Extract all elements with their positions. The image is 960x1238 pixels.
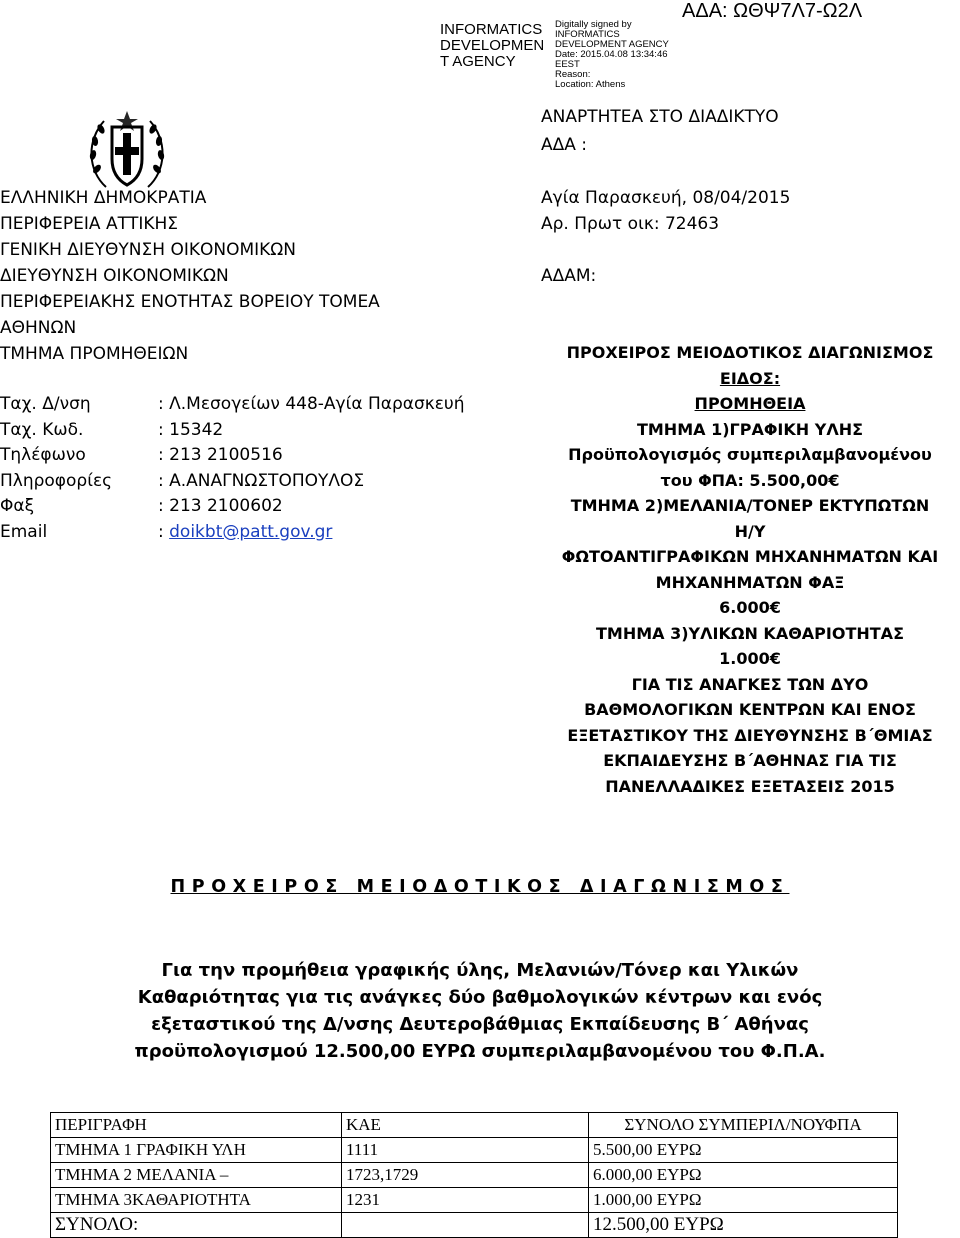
contact-row bbox=[0, 520, 333, 546]
signature-details bbox=[555, 20, 669, 90]
adam-label: ΑΔΑΜ: bbox=[541, 266, 597, 286]
table-header-cell: ΣΥΝΟΛΟ ΣΥΜΠΕΡΙΛ/ΝΟΥΦΠΑ bbox=[589, 1113, 898, 1138]
signature-detail-line: Location: Athens bbox=[555, 79, 626, 90]
intro-line: Για την προμήθεια γραφικής ύλης, Μελανιών/Τόνερ και Υλικών bbox=[161, 960, 799, 981]
signer-line: T AGENCY bbox=[440, 53, 516, 70]
table-cell: ΤΜΗΜΑ 1 ΓΡΑΦΙΚΗ ΥΛΗ bbox=[51, 1138, 342, 1163]
post-notice-line: ΑΝΑΡΤΗΤΕΑ ΣΤΟ ΔΙΑΔΙΚΤΥΟ bbox=[541, 107, 779, 127]
intro-line: προϋπολογισμού 12.500,00 ΕΥΡΩ συμπεριλαμβανομένου του Φ.Π.Α. bbox=[134, 1041, 826, 1062]
contact-value: : 213 2100602 bbox=[158, 496, 283, 516]
table-header-row bbox=[51, 1113, 898, 1138]
signer-line: DEVELOPMEN bbox=[440, 37, 545, 54]
signature-detail-line: Reason: bbox=[555, 69, 591, 80]
total-label: ΣΥΝΟΛΟ: bbox=[51, 1213, 342, 1238]
subject-line: 6.000€ bbox=[719, 598, 781, 617]
subject-line: του ΦΠΑ: 5.500,00€ bbox=[660, 470, 840, 490]
subject-line: ΕΚΠΑΙΔΕΥΣΗΣ Β΄ΑΘΗΝΑΣ ΓΙΑ ΤΙΣ bbox=[603, 751, 897, 770]
email-label: Email bbox=[0, 521, 48, 542]
table-header-cell: ΚΑΕ bbox=[342, 1113, 589, 1138]
contact-value: : Α.ΑΝΑΓΝΩΣΤΟΠΟΥΛΟΣ bbox=[158, 470, 365, 491]
subject-line: Προϋπολογισμός συμπεριλαμβανομένου bbox=[568, 445, 932, 464]
subject-heading: ΠΡΟΧΕΙΡΟΣ ΜΕΙΟΔΟΤΙΚΟΣ ΔΙΑΓΩΝΙΣΜΟΣ bbox=[566, 343, 934, 362]
subject-block bbox=[540, 340, 960, 799]
subject-line: ΦΩΤΟΑΝΤΙΓΡΑΦΙΚΩΝ ΜΗΧΑΝΗΜΑΤΩΝ ΚΑΙ bbox=[561, 547, 939, 566]
contact-value: : 15342 bbox=[158, 419, 224, 440]
email-prefix: : bbox=[158, 521, 170, 542]
contact-label: Πληροφορίες bbox=[0, 470, 113, 491]
ada-label: ΑΔΑ: ΩΘΨ7Λ7-Ω2Λ bbox=[682, 0, 863, 22]
authority-line: ΓΕΝΙΚΗ ΔΙΕΥΘΥΝΣΗ ΟΙΚΟΝΟΜΙΚΩΝ bbox=[0, 240, 297, 260]
email-value bbox=[158, 520, 332, 546]
table-cell: ΤΜΗΜΑ 2 ΜΕΛΑΝΙΑ – bbox=[51, 1163, 342, 1188]
table-header-cell: ΠΕΡΙΓΡΑΦΗ bbox=[51, 1113, 342, 1138]
contact-block bbox=[0, 392, 465, 545]
table-cell: 1111 bbox=[342, 1138, 589, 1163]
subject-line: ΜΗΧΑΝΗΜΑΤΩΝ ΦΑΞ bbox=[655, 572, 845, 592]
authority-line: ΑΘΗΝΩΝ bbox=[0, 318, 77, 338]
table-row bbox=[51, 1188, 898, 1213]
table-cell: 1723,1729 bbox=[342, 1163, 589, 1188]
contact-row bbox=[0, 494, 283, 520]
contact-label: Ταχ. Δ/νση bbox=[0, 394, 91, 414]
subject-line: ΒΑΘΜΟΛΟΓΙΚΩΝ ΚΕΝΤΡΩΝ ΚΑΙ ΕΝΟΣ bbox=[584, 700, 916, 719]
signature-detail-line: INFORMATICS bbox=[555, 29, 620, 40]
contact-row bbox=[0, 418, 224, 444]
email-link[interactable]: doikbt@patt.gov.gr bbox=[169, 521, 333, 542]
main-title: ΠΡΟΧΕΙΡΟΣ ΜΕΙΟΔΟΤΙΚΟΣ ΔΙΑΓΩΝΙΣΜΟΣ bbox=[170, 877, 790, 897]
signature-detail-line: EEST bbox=[555, 59, 580, 70]
signature-detail-line: DEVELOPMENT AGENCY bbox=[555, 39, 669, 50]
subject-line: ΤΜΗΜΑ 1)ΓΡΑΦΙΚΗ ΥΛΗΣ bbox=[636, 419, 864, 439]
contact-row bbox=[0, 469, 365, 495]
subject-line: Η/Υ bbox=[734, 521, 766, 541]
authority-line: ΤΜΗΜΑ ΠΡΟΜΗΘΕΙΩΝ bbox=[0, 344, 189, 364]
table-row bbox=[51, 1163, 898, 1188]
post-notice bbox=[541, 103, 779, 159]
table-cell: 1231 bbox=[342, 1188, 589, 1213]
table-cell: ΤΜΗΜΑ 3ΚΑΘΑΡΙΟΤΗΤΑ bbox=[51, 1188, 342, 1213]
signature-detail-line: Digitally signed by bbox=[555, 19, 632, 30]
protocol-number: Αρ. Πρωτ οικ: 72463 bbox=[541, 214, 720, 234]
contact-label: Φαξ bbox=[0, 496, 35, 516]
subject-line: ΤΜΗΜΑ 2)ΜΕΛΑΝΙΑ/ΤΟΝΕΡ ΕΚΤΥΠΩΤΩΝ bbox=[570, 496, 930, 515]
table-cell: 6.000,00 ΕΥΡΩ bbox=[589, 1163, 898, 1188]
total-amount: 12.500,00 ΕΥΡΩ bbox=[589, 1213, 898, 1238]
intro-line: εξεταστικού της Δ/νσης Δευτεροβάθμιας Εκπαίδευσης Β΄ Αθήνας bbox=[151, 1014, 809, 1035]
subject-line: ΤΜΗΜΑ 3)ΥΛΙΚΩΝ ΚΑΘΑΡΙΟΤΗΤΑΣ bbox=[595, 623, 904, 643]
post-notice-ada: ΑΔΑ : bbox=[541, 135, 588, 155]
total-kae bbox=[342, 1213, 589, 1238]
authority-line: ΕΛΛΗΝΙΚΗ ΔΗΜΟΚΡΑΤΙΑ bbox=[0, 188, 207, 208]
subject-line: ΠΑΝΕΛΛΑΔΙΚΕΣ ΕΞΕΤΑΣΕΙΣ 2015 bbox=[605, 776, 895, 796]
subject-line: 1.000€ bbox=[719, 649, 781, 668]
intro-paragraph bbox=[40, 957, 920, 1065]
intro-line: Καθαριότητας για τις ανάγκες δύο βαθμολογικών κέντρων και ενός bbox=[137, 987, 823, 1008]
subject-kind-label: ΕΙΔΟΣ: bbox=[719, 368, 781, 388]
greek-coat-of-arms-icon bbox=[82, 107, 172, 197]
signature-detail-line: Date: 2015.04.08 13:34:46 bbox=[555, 49, 668, 60]
contact-value: : 213 2100516 bbox=[158, 445, 283, 465]
contact-label: Τηλέφωνο bbox=[0, 445, 86, 465]
authority-line: ΔΙΕΥΘΥΝΣΗ ΟΙΚΟΝΟΜΙΚΩΝ bbox=[0, 266, 229, 286]
table-total-row bbox=[51, 1213, 898, 1238]
table-cell: 1.000,00 ΕΥΡΩ bbox=[589, 1188, 898, 1213]
contact-row bbox=[0, 392, 465, 418]
subject-kind: ΠΡΟΜΗΘΕΙΑ bbox=[694, 394, 806, 413]
contact-label: Ταχ. Κωδ. bbox=[0, 419, 84, 440]
budget-table bbox=[50, 1112, 898, 1238]
authority-line: ΠΕΡΙΦΕΡΕΙΑΚΗΣ ΕΝΟΤΗΤΑΣ ΒΟΡΕΙΟΥ ΤΟΜΕΑ bbox=[0, 292, 380, 312]
authority-header bbox=[0, 185, 380, 367]
table-cell: 5.500,00 ΕΥΡΩ bbox=[589, 1138, 898, 1163]
contact-row bbox=[0, 443, 283, 469]
contact-value: : Λ.Μεσογείων 448-Αγία Παρασκευή bbox=[158, 394, 465, 414]
table-row bbox=[51, 1138, 898, 1163]
subject-line: ΕΞΕΤΑΣΤΙΚΟΥ ΤΗΣ ΔΙΕΥΘΥΝΣΗΣ Β΄ΘΜΙΑΣ bbox=[567, 725, 933, 745]
signature-signer bbox=[440, 22, 544, 70]
authority-line: ΠΕΡΙΦΕΡΕΙΑ ΑΤΤΙΚΗΣ bbox=[0, 214, 179, 234]
subject-line: ΓΙΑ ΤΙΣ ΑΝΑΓΚΕΣ ΤΩΝ ΔΥΟ bbox=[631, 674, 869, 694]
place-date: Αγία Παρασκευή, 08/04/2015 bbox=[541, 188, 791, 208]
signer-line: INFORMATICS bbox=[440, 21, 543, 38]
